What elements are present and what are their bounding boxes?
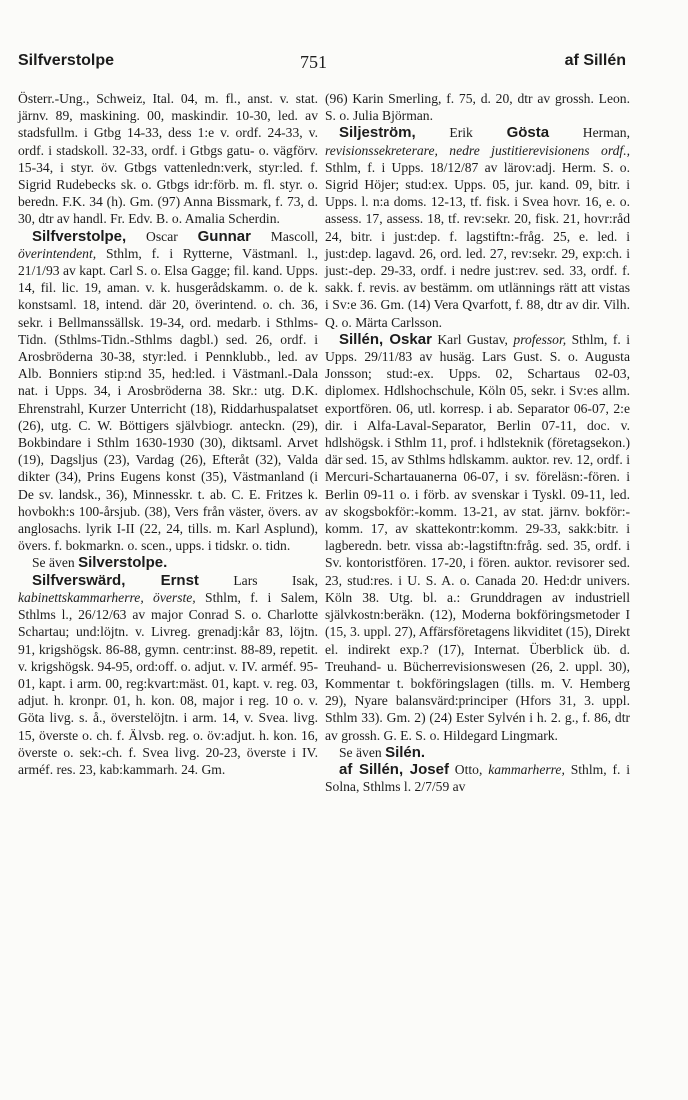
left-column (18, 90, 318, 778)
entry-name: Siljeström, (339, 124, 416, 142)
cross-reference: Se även Silverstolpe. (32, 554, 168, 572)
entry-siljeström-gösta: Siljeström, Erik Gösta Herman, revisionssekreterare, nedre justitierevisionens ordf., Sthlm, f. i Upps. 18/12/87 av lärov:adj. Herm. S. o. Sigrid Höjer; stud:ex. Upps. 05, jur. kand. 09, bitr. i Upps. l. n:a doms. 12-13, tf. fisk. i Svea hovr. 16, e. o. assess. 17, assess. 18, tf. rev:sekr. 20, fisk. 21, hovr:råd 24, bitr. i just:dep. f. lagstiftn:-fråg. 25, e. led. i just:dep. lagavd. 26, ord. led. 27, rev:sekr. 29, exp:ch. i just:-dep. 29-33, ordf. i nedre just:rev. sed. 33, ordf. f. sakk. f. revis. av bestämm. om utlännings rätt att vistas i Sv:e 36. Gm. (14) Vera Qvarfott, f. 88, dtr av dir. Vilh. Q. o. Märta Carlsson. (325, 124, 630, 330)
page-number: 751 (300, 52, 327, 72)
page-header (0, 52, 688, 82)
running-head-right: af Sillén (564, 52, 626, 69)
right-column (325, 90, 630, 795)
entry-silfverstolpe-gunnar: Silfverstolpe, Oscar Gunnar Mascoll, överintendent, Sthlm, f. i Rytterne, Västmanl. l., 21/1/93 av kapt. Carl S. o. Elsa Gagge; fil. kand. Upps. 14, fil. lic. 19, aman. v. k. husgerådskamm. o. de k. konstsaml. 18, intend. där 20, överintend. o. ch. 36, sekr. i Bellmanssällsk. 19-34, ord. medarb. i Sthlms-Tidn. (Sthlms-Tidn.-Sthlms dagbl.) sed. 26, ordf. i Arosbröderna 30-38, styr:led. i Pennklubb., led. av Alb. Bonniers stip:nd 35, hed:led. i Västmanl.-Dala nat. i Upps. 34, i Arosbröderna 38. Skr.: utg. D.K. Ehrenstrahl, Kurzer Unterricht (18), Riddarhuspalatset (26), utg. C. W. Böttigers självbiogr. anteckn. (29), Bokbindare i Sthlm 1630-1930 (30), diktsaml. Arvet (19), Dagsljus (23), Vardag (26), Efteråt (32), Valda dikter (34), Prins Eugens konst (35), Västmanland (i De sv. landsk., 36), Minnesskr. t. ab. C. E. Fritzes k. hovbokh:s 100-årsjub. (38), Vers från väster, övers. av anglosachs. lyrik I-II (22, 24, tills. m. Karl Asplund), övers. f. bokmarkn. o. scen., upps. i tidskr. o. tidn. (18, 227, 318, 554)
entry-continuation: Österr.-Ung., Schweiz, Ital. 04, m. fl., anst. v. stat. järnv. 89, maskining. 00, maskindir. 10-30, led. av stadsfullm. i Gtbg 14-33, dess 1:e v. ordf. 24-33, v. ordf. i stadskoll. 32-33, ordf. i Gtbgs gatu- o. vägförv. 15-34, i styr. öv. Gtbgs vattenledn:verk, styr:led. f. Sigrid Rudebecks sk. o. Gtbgs idr:förb. m. fl. styr. o. beredn. F.K. 34 (h). Gm. (97) Anna Bissmark, f. 73, d. 30, dtr av handl. Fr. Edv. B. o. Amalia Scherdin. (18, 91, 318, 227)
entry-af-sillén-josef: af Sillén, Josef Otto, kammarherre, Sthlm, f. i Solna, Sthlms l. 2/7/59 av (325, 760, 631, 795)
cross-reference: Se även Silén. (339, 743, 426, 761)
entry-name: Silfverstolpe, (32, 227, 127, 245)
entry-continuation: (96) Karin Smerling, f. 75, d. 20, dtr av grossh. Leon. S. o. Julia Björman. (325, 91, 630, 124)
entry-sillén-oskar: Sillén, Oskar Karl Gustav, professor, Sthlm, f. i Upps. 29/11/83 av husäg. Lars Gust. S. o. Augusta Jonsson; stud:-ex. Upps. 02, Schartaus 02-03, diplomex. Hdlshochschule, Köln 05, sekr. i Sv:es allm. exportfören. 06, utl. korresp. i ab. Separator 06-07, 2:e dir. i Alfa-Laval-Separator, Berlin 07-11, doc. v. hdlshögsk. i Sthlm 11, prof. i hdlsteknik (företagsekon.) där sed. 15, av Sthlms hdlskamm. auktor. rev. 12, ordf. i Mercuri-Schartauanerna 06-07, i sv. föreläsn:-fören. i Berlin 09-11 o. i förb. av svenskar i Tyskl. 09-11, led. av skogsbokför:-komm. 13-21, av stat. järnv. bokför:-komm. 17, av skattekontr:komm. 29-33, sakk:bitr. i lagberedn. betr. vissa ab:-lagstiftn:fråg. sed. 35, ordf. i Sv. kontoristfören. 17-20, i fören. auktor. revisorer sed. 23, stud:res. i U. S. A. o. Canada 20. Hed:dr univers. Köln 38. Utg. bl. a.: Grunddragen av industriell självkostn:beräkn. (12), Moderna bokföringsmetoder I (15, 3. uppl. 27), Affärsföretagens likviditet (15), Direkt el. indirekt exp.? (17), Internat. Überblick üb. d. Treuhand- u. Bücherrevisionswesen (26, 2. uppl. 30), Kommentar t. bokföringslagen (tills. m. V. Hemberg 29), Nyare balansvärd:principer (Hfors 31, 3. uppl. Sthlm 33). Gm. 2) (24) Ester Sylvén i h. 2. g., f. 86, dtr av grossh. G. E. S. o. Hildegard Lingmark. (325, 330, 631, 743)
entry-name: af Sillén, (339, 760, 404, 778)
entry-name: Silfverswärd, (32, 571, 126, 589)
running-head-left: Silfverstolpe (18, 52, 115, 69)
entry-silfverswärd-ernst: Silfverswärd, Ernst Lars Isak, kabinettskammarherre, överste, Sthlm, f. i Salem, Sthlms l., 26/12/63 av major Conrad S. o. Charlotte Schartau; und:löjtn. v. Livreg. grenadj:kår 83, löjtn. 91, krigshögsk. 86-88, gymn. centr:inst. 88-89, repetit. v. krigshögsk. 94-95, ord:off. o. adjut. v. IV. arméf. 95-01, kapt. i arm. 00, reg:kvart:mäst. 01, kapt. v. reg. 03, adjut. h. kronpr. 01, h. kon. 08, major i reg. 10 o. v. Göta livg. s. å., överstelöjtn. i arm. 14, v. Svea. livg. 15, överste o. ch. f. Älvsb. reg. o. öv:adjut. h. kon. 16, överste o. sek:-ch. f. Svea livg. 20-23, överste i IV. arméf. res. 23, kab:kammarh. 24. Gm. (18, 571, 318, 777)
entry-name: Sillén, (339, 330, 384, 348)
